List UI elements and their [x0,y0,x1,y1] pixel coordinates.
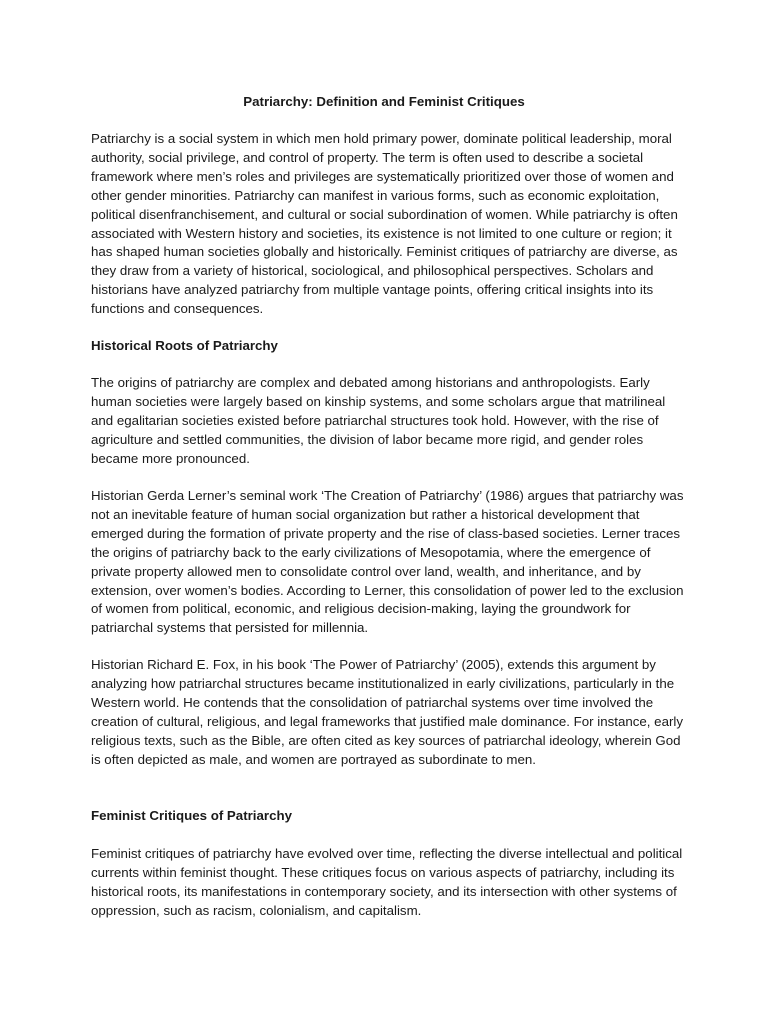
paragraph-origins: The origins of patriarchy are complex and debated among historians and anthropologists. Early human societies were largely based on kinship systems, and some scholars argue that matrilineal and egalitarian societies existed before patriarchal structures took hold. However, with the rise of agriculture and settled communities, the division of labor became more rigid, and gender roles became more pronounced. [91,375,666,466]
section-heading-feminist-critiques: Feminist Critiques of Patriarchy [91,808,292,823]
paragraph-feminist-critiques: Feminist critiques of patriarchy have evolved over time, reflecting the diverse intellectual and political currents within feminist thought. These critiques focus on various aspects of patriarchy, including its historical roots, its manifestations in contemporary society, and its intersection with other systems of oppression, such as racism, colonialism, and capitalism. [91,846,683,918]
section-heading-historical-roots: Historical Roots of Patriarchy [91,338,278,353]
document-title: Patriarchy: Definition and Feminist Critiques [243,94,525,109]
paragraph-fox: Historian Richard E. Fox, in his book ‘The Power of Patriarchy’ (2005), extends this argument by analyzing how patriarchal structures became institutionalized in early civilizations, particularly in the Western world. He contends that the consolidation of patriarchal systems over time involved the creation of cultural, religious, and legal frameworks that justified male dominance. For instance, early religious texts, such as the Bible, are often cited as key sources of patriarchal ideology, wherein God is often depicted as male, and women are portrayed as subordinate to men. [91,657,683,767]
paragraph-lerner: Historian Gerda Lerner’s seminal work ‘The Creation of Patriarchy’ (1986) argues that patriarchy was not an inevitable feature of human social organization but rather a historical development that emerged during the formation of private property and the rise of class-based societies. Lerner traces the origins of patriarchy back to the early civilizations of Mesopotamia, where the emergence of private property allowed men to consolidate control over land, wealth, and inheritance, and by extension, over women’s bodies. According to Lerner, this consolidation of power led to the exclusion of women from political, economic, and religious decision-making, laying the groundwork for patriarchal systems that persisted for millennia. [91,488,684,636]
intro-paragraph: Patriarchy is a social system in which men hold primary power, dominate political leadership, moral authority, social privilege, and control of property. The term is often used to describe a societal framework where men’s roles and privileges are systematically prioritized over those of women and other gender minorities. Patriarchy can manifest in various forms, such as economic exploitation, political disenfranchisement, and cultural or social subordination of women. While patriarchy is often associated with Western history and societies, its existence is not limited to one culture or region; it has shaped human societies globally and historically. Feminist critiques of patriarchy are diverse, as they draw from a variety of historical, sociological, and philosophical perspectives. Scholars and historians have analyzed patriarchy from multiple vantage points, offering critical insights into its functions and consequences. [91,131,678,317]
